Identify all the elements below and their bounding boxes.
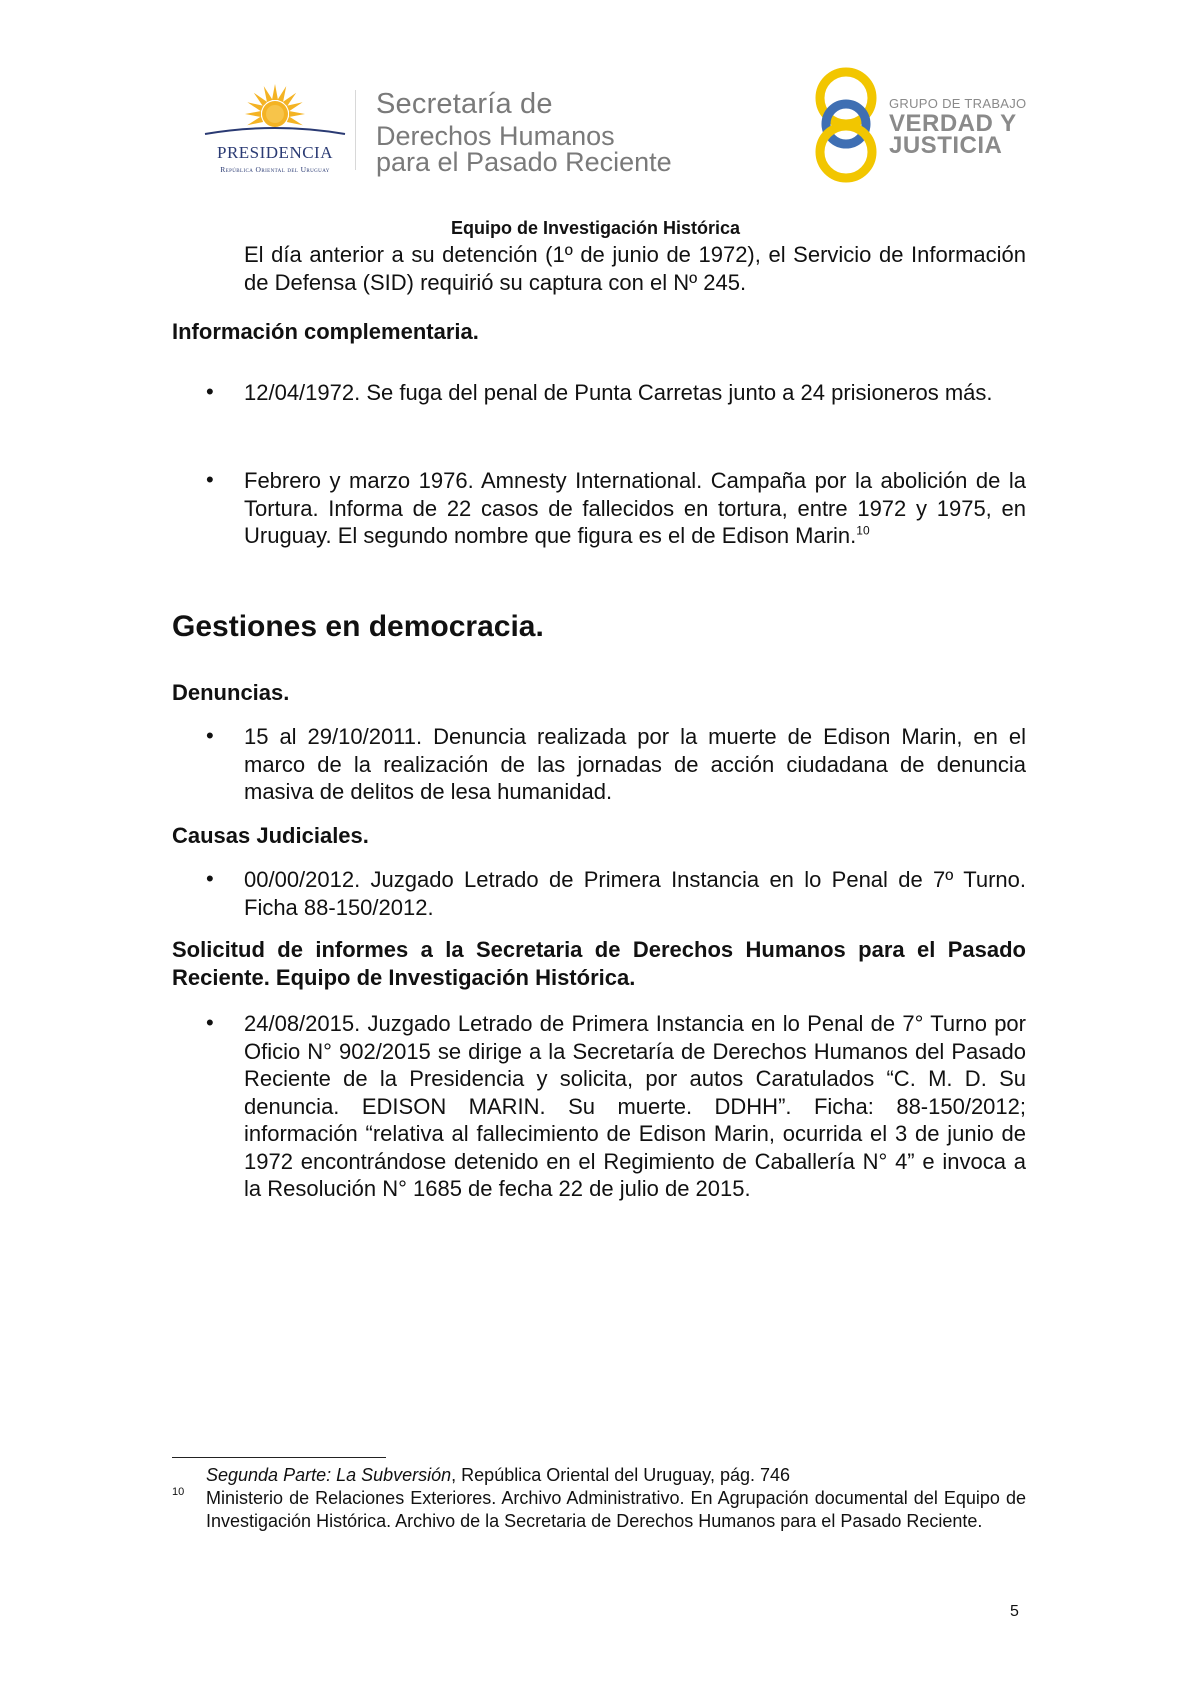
justicia-line: JUSTICIA — [889, 132, 1003, 159]
bullet-icon: • — [206, 723, 214, 748]
header-divider — [355, 90, 356, 170]
info-item-2 — [244, 467, 1026, 550]
causas-heading: Causas Judiciales. — [172, 823, 369, 848]
grupo-trabajo-line: GRUPO DE TRABAJO — [889, 96, 1027, 111]
bullet-icon: • — [206, 467, 214, 492]
presidencia-subtitle: República Oriental del Uruguay — [220, 165, 330, 174]
info-heading: Información complementaria. — [172, 319, 479, 344]
denuncias-heading: Denuncias. — [172, 680, 290, 705]
solicitud-item-1: 24/08/2015. Juzgado Letrado de Primera Instancia en lo Penal de 7° Turno por Oficio N° 902/2015 se dirige a la Secretaría de Derechos Humanos del Pasado Reciente de la Presidencia y solicita, por autos Caratulados “C. M. D. Su denuncia. EDISON MARIN. Su muerte. DDHH”. Ficha: 88-150/2012; información “relativa al fallecimiento de Edison Marin, ocurrida el 3 de junio de 1972 encontrándose detenido en el Regimiento de Caballería N° 4” e invoca a la Resolución N° 1685 de fecha 22 de julio de 2015. — [244, 1011, 1026, 1201]
footnote-10-text: Ministerio de Relaciones Exteriores. Archivo Administrativo. En Agrupación documental del Equipo de Investigación Histórica. Archivo de la Secretaria de Derechos Humanos para el Pasado Reciente. — [206, 1488, 1026, 1531]
causas-item-1: 00/00/2012. Juzgado Letrado de Primera Instancia en lo Penal de 7º Turno. Ficha 88-150/2012. — [244, 867, 1026, 920]
footnote-number-10: 10 — [172, 1486, 185, 1498]
section-title: Gestiones en democracia. — [172, 610, 544, 643]
presidencia-wordmark: PRESIDENCIA — [216, 143, 333, 162]
bullet-icon: • — [206, 1010, 214, 1035]
footnote-ref-10[interactable]: 10 — [856, 523, 870, 538]
secretaria-line-2: Derechos Humanos — [376, 121, 615, 151]
intro-paragraph: El día anterior a su detención (1º de junio de 1972), el Servicio de Información de Defensa (SID) requirió su captura con el Nº 245. — [244, 242, 1026, 295]
secretaria-line-1: Secretaría de — [376, 88, 553, 120]
denuncias-item-1: 15 al 29/10/2011. Denuncia realizada por la muerte de Edison Marin, en el marco de la realización de las jornadas de acción ciudadana de denuncia masiva de delitos de lesa humanidad. — [244, 724, 1026, 804]
verdad-y-line: VERDAD Y — [889, 110, 1017, 137]
info-item-1: 12/04/1972. Se fuga del penal de Punta Carretas junto a 24 prisioneros más. — [244, 380, 993, 405]
page-number: 5 — [1010, 1603, 1019, 1620]
bullet-icon: • — [206, 379, 214, 404]
solicitud-heading: Solicitud de informes a la Secretaria de Derechos Humanos para el Pasado Reciente. Equipo de Investigación Histórica. — [172, 937, 1026, 990]
secretaria-line-3: para el Pasado Reciente — [376, 147, 672, 177]
team-title: Equipo de Investigación Histórica — [450, 218, 741, 238]
footnote-separator — [172, 1457, 386, 1458]
bullet-icon: • — [206, 866, 214, 891]
footnote-italic-title: Segunda Parte: La Subversión — [206, 1465, 452, 1485]
footnote-continued-rest: , República Oriental del Uruguay, pág. 746 — [451, 1465, 791, 1485]
footnote-continued — [206, 1464, 1026, 1487]
info-item-2-text: Febrero y marzo 1976. Amnesty International. Campaña por la abolición de la Tortura. Informa de 22 casos de fallecidos en tortura, entre 1972 y 1975, en Uruguay. El segundo nombre que figura es el de Edison Marin. — [244, 468, 1026, 548]
